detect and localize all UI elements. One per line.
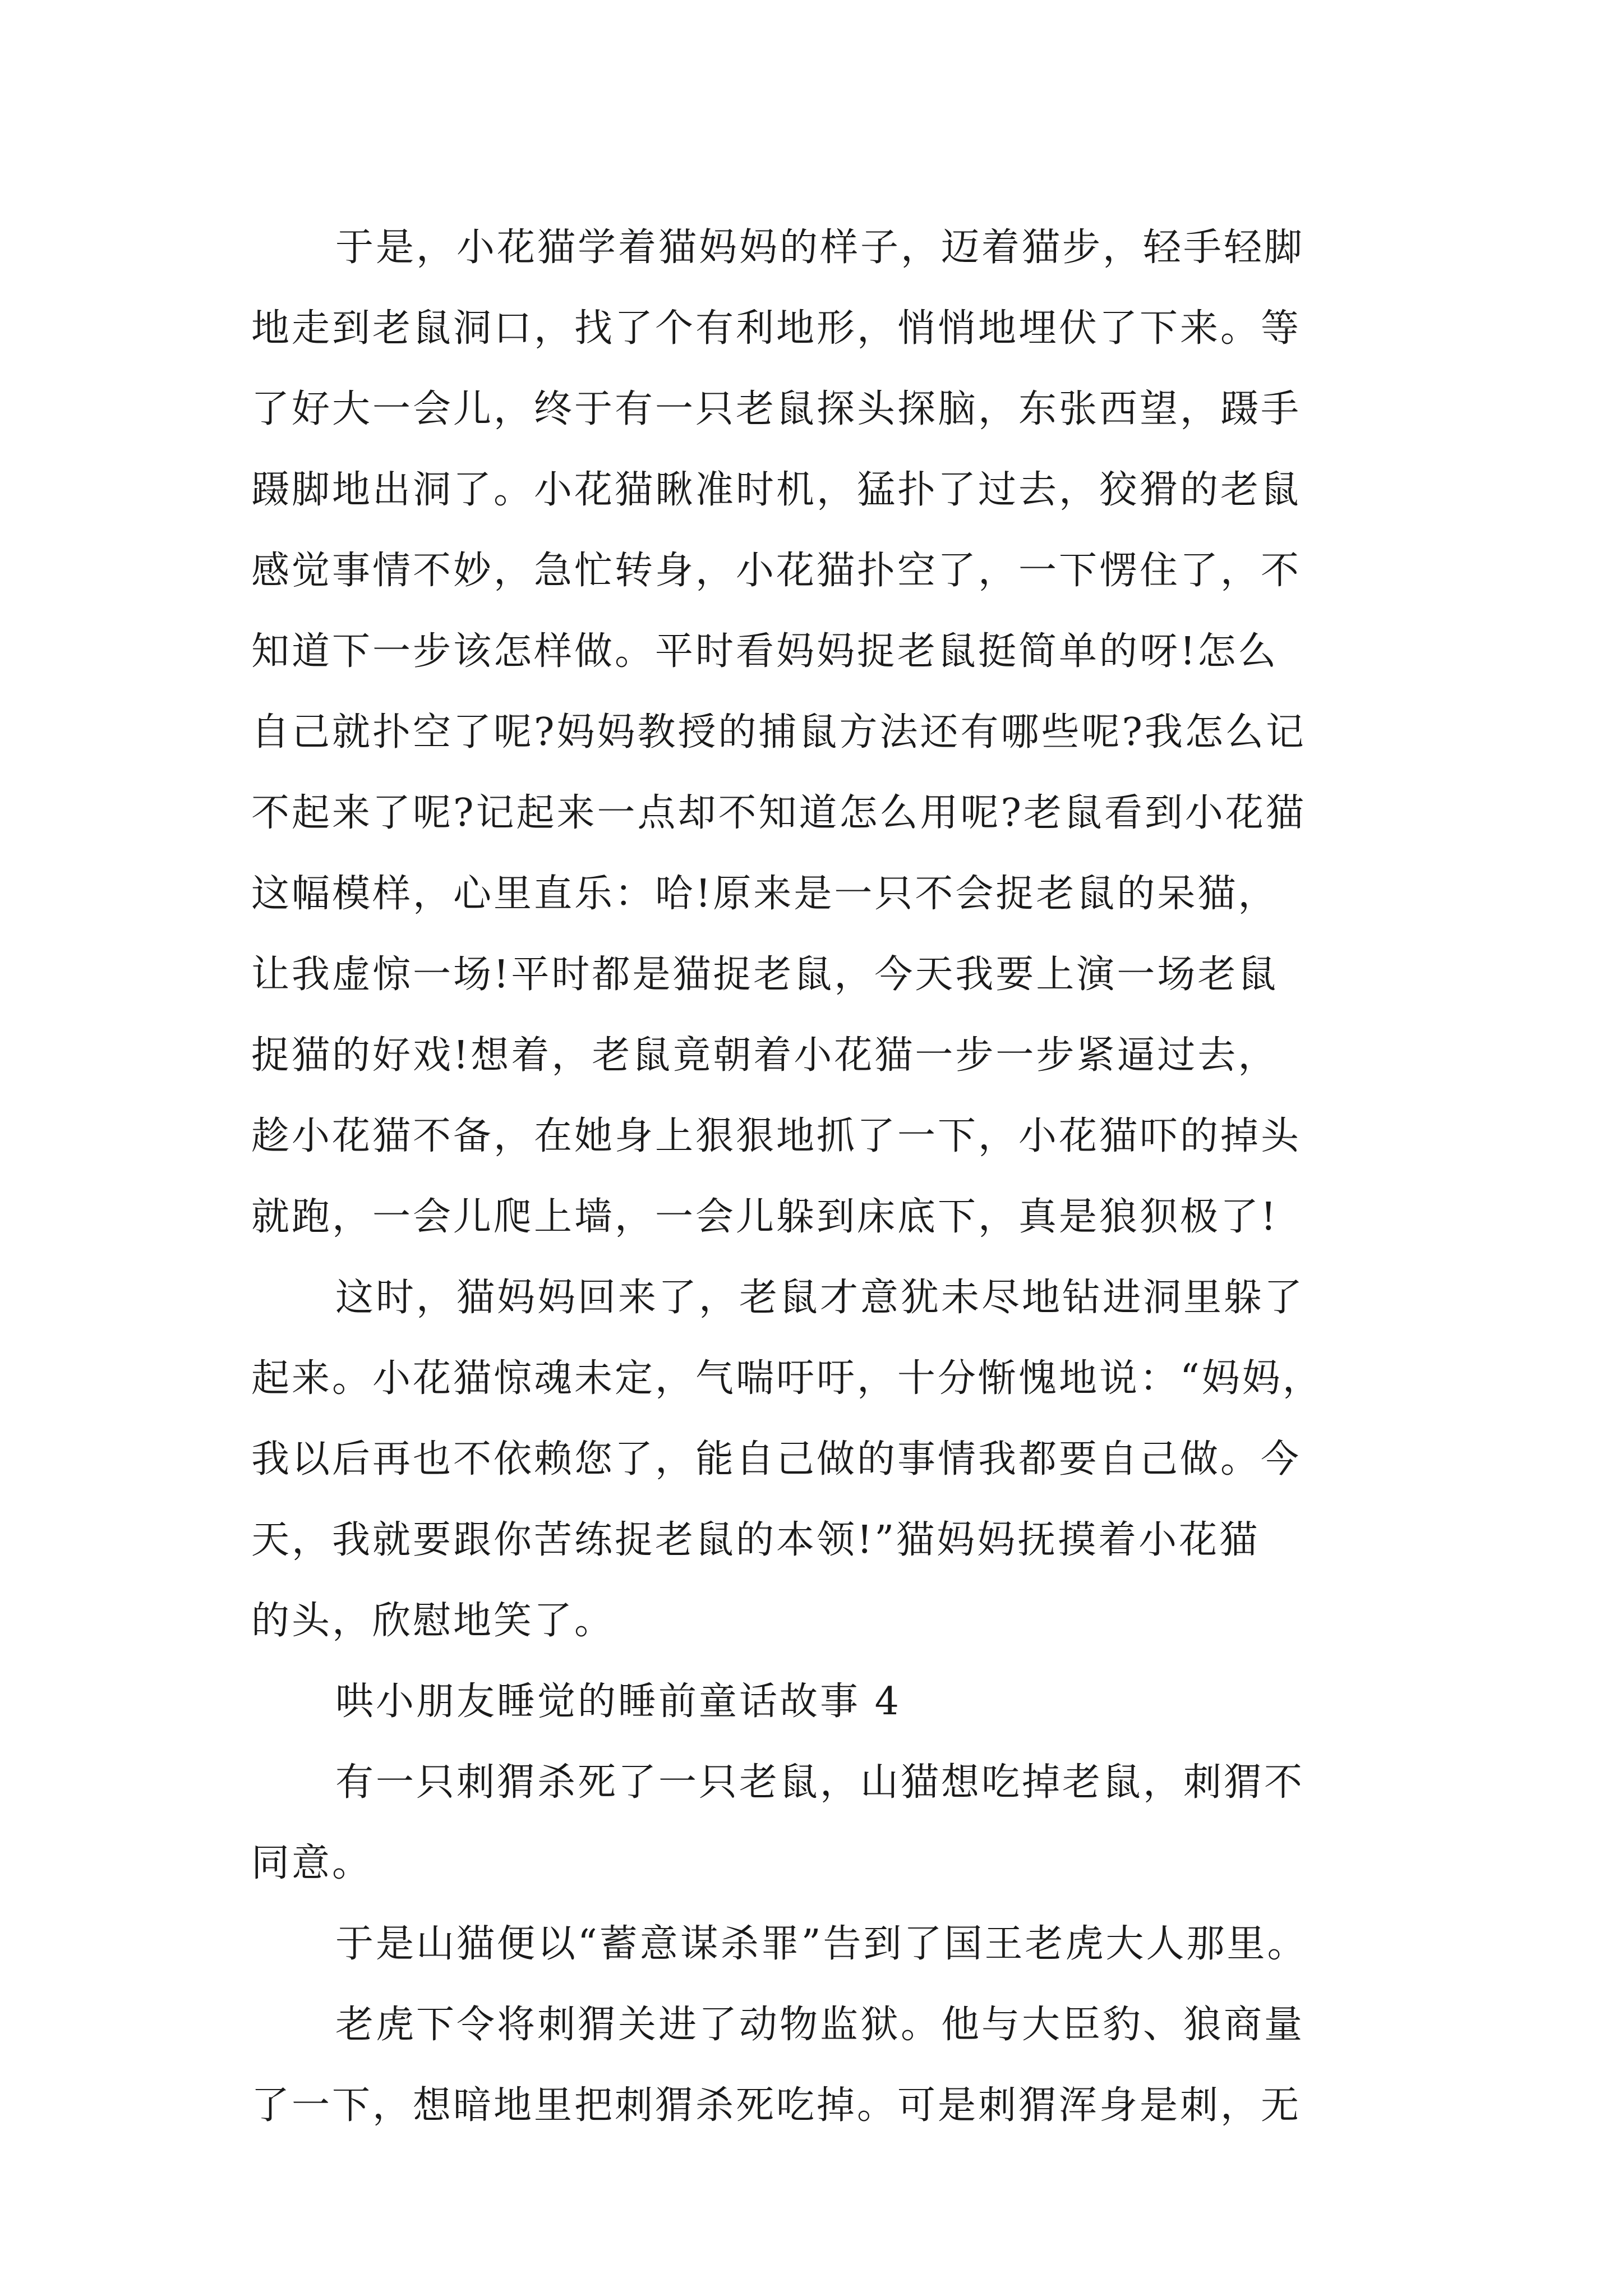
text-line: 自己就扑空了呢?妈妈教授的捕鼠方法还有哪些呢?我怎么记 [251,710,1306,754]
text-line: 让我虚惊一场!平时都是猫捉老鼠，今天我要上演一场老鼠 [251,953,1279,997]
text-line: 起来。小花猫惊魂未定，气喘吁吁，十分惭愧地说：“妈妈， [251,1356,1323,1401]
text-line: 的头，欣慰地笑了。 [251,1599,615,1643]
text-line: 不起来了呢?记起来一点却不知道怎么用呢?老鼠看到小花猫 [251,791,1306,835]
text-line: 了好大一会儿，终于有一只老鼠探头探脑，东张西望，蹑手 [251,387,1302,431]
text-line: 于是，小花猫学着猫妈妈的样子，迈着猫步，轻手轻脚 [335,226,1305,270]
text-line: 捉猫的好戏!想着，老鼠竟朝着小花猫一步一步紧逼过去， [251,1033,1279,1078]
section-heading: 哄小朋友睡觉的睡前童话故事 4 [335,1680,901,1724]
text-line: 就跑，一会儿爬上墙，一会儿躲到床底下，真是狼狈极了! [251,1195,1279,1239]
text-line: 感觉事情不妙，急忙转身，小花猫扑空了，一下愣住了，不 [251,549,1302,593]
text-line: 趁小花猫不备，在她身上狠狠地抓了一下，小花猫吓的掉头 [251,1114,1302,1158]
story-text [251,208,1390,2146]
text-line: 有一只刺猬杀死了一只老鼠，山猫想吃掉老鼠，刺猬不 [335,1760,1305,1805]
text-line: 我以后再也不依赖您了，能自己做的事情我都要自己做。今 [251,1437,1302,1481]
text-line: 同意。 [251,1841,373,1885]
text-line: 老虎下令将刺猬关进了动物监狱。他与大臣豹、狼商量 [335,2003,1305,2047]
text-line: 这幅模样，心里直乐：哈!原来是一只不会捉老鼠的呆猫， [251,872,1279,916]
text-line: 天，我就要跟你苦练捉老鼠的本领!”猫妈妈抚摸着小花猫 [251,1518,1260,1562]
text-line: 于是山猫便以“蓄意谋杀罪”告到了国王老虎大人那里。 [335,1922,1308,1966]
text-line: 了一下，想暗地里把刺猬杀死吃掉。可是刺猬浑身是刺，无 [251,2083,1302,2128]
text-line: 知道下一步该怎样做。平时看妈妈捉老鼠挺简单的呀!怎么 [251,629,1279,674]
text-line: 蹑脚地出洞了。小花猫瞅准时机，猛扑了过去，狡猾的老鼠 [251,468,1302,512]
text-line: 这时，猫妈妈回来了，老鼠才意犹未尽地钻进洞里躲了 [335,1276,1305,1320]
text-line: 地走到老鼠洞口，找了个有利地形，悄悄地埋伏了下来。等 [251,306,1302,351]
